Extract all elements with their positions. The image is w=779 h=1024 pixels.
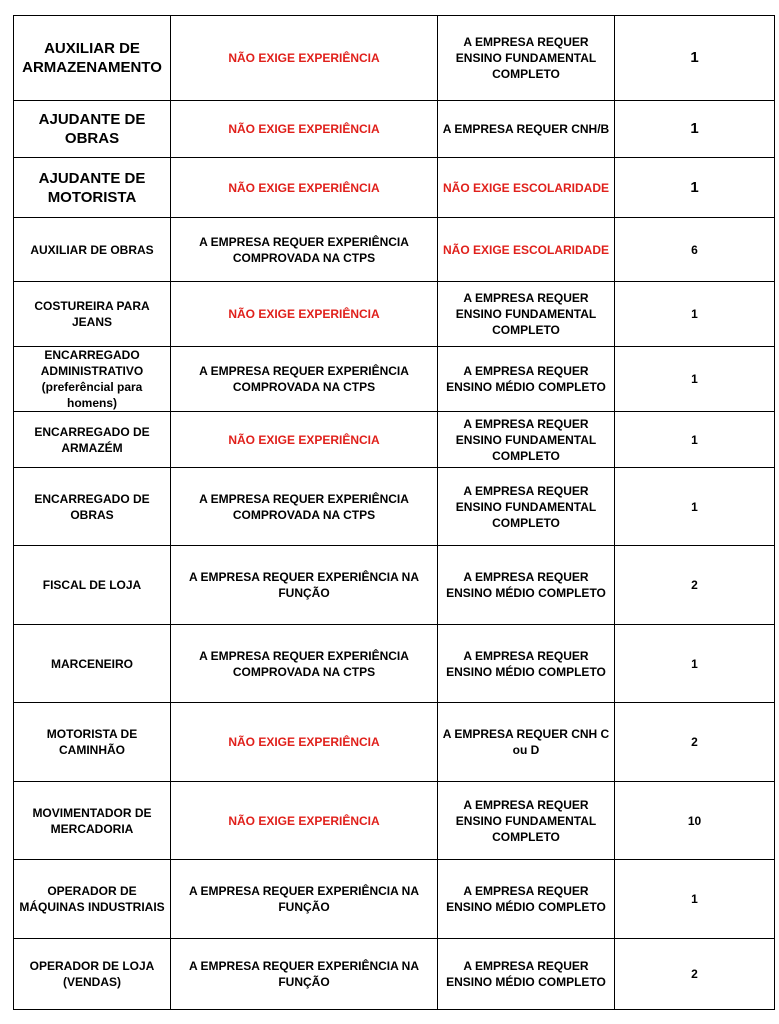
education-cell: A EMPRESA REQUER ENSINO MÉDIO COMPLETO xyxy=(438,625,615,703)
education-cell: NÃO EXIGE ESCOLARIDADE xyxy=(438,218,615,282)
role-cell: OPERADOR DE MÁQUINAS INDUSTRIAIS xyxy=(14,860,171,939)
vacancies-cell: 10 xyxy=(615,782,775,860)
table-row xyxy=(14,625,775,703)
experience-cell: A EMPRESA REQUER EXPERIÊNCIA COMPROVADA NA CTPS xyxy=(171,347,438,412)
vacancies-cell: 1 xyxy=(615,347,775,412)
table-row xyxy=(14,347,775,412)
role-cell: AJUDANTE DE MOTORISTA xyxy=(14,158,171,218)
education-cell: NÃO EXIGE ESCOLARIDADE xyxy=(438,158,615,218)
experience-cell: A EMPRESA REQUER EXPERIÊNCIA COMPROVADA NA CTPS xyxy=(171,468,438,546)
table-row xyxy=(14,860,775,939)
role-note: (preferêncial para homens) xyxy=(41,380,143,410)
experience-cell: NÃO EXIGE EXPERIÊNCIA xyxy=(171,412,438,468)
education-cell: A EMPRESA REQUER CNH C ou D xyxy=(438,703,615,782)
role-cell: COSTUREIRA PARA JEANS xyxy=(14,282,171,347)
vacancies-cell: 1 xyxy=(615,860,775,939)
vacancies-cell: 1 xyxy=(615,412,775,468)
vacancies-cell: 6 xyxy=(615,218,775,282)
role-cell: ENCARREGADO DE ARMAZÉM xyxy=(14,412,171,468)
role-cell: AJUDANTE DE OBRAS xyxy=(14,101,171,158)
experience-cell: NÃO EXIGE EXPERIÊNCIA xyxy=(171,782,438,860)
table-row xyxy=(14,101,775,158)
vacancies-cell: 1 xyxy=(615,282,775,347)
table-row xyxy=(14,703,775,782)
education-cell: A EMPRESA REQUER ENSINO FUNDAMENTAL COMPLETO xyxy=(438,782,615,860)
experience-cell: NÃO EXIGE EXPERIÊNCIA xyxy=(171,16,438,101)
vacancies-cell: 1 xyxy=(615,16,775,101)
education-cell: A EMPRESA REQUER ENSINO MÉDIO COMPLETO xyxy=(438,860,615,939)
experience-cell: A EMPRESA REQUER EXPERIÊNCIA COMPROVADA NA CTPS xyxy=(171,218,438,282)
experience-cell: NÃO EXIGE EXPERIÊNCIA xyxy=(171,282,438,347)
table-row xyxy=(14,939,775,1010)
education-cell: A EMPRESA REQUER ENSINO MÉDIO COMPLETO xyxy=(438,546,615,625)
experience-cell: NÃO EXIGE EXPERIÊNCIA xyxy=(171,101,438,158)
experience-cell: A EMPRESA REQUER EXPERIÊNCIA COMPROVADA NA CTPS xyxy=(171,625,438,703)
table-row xyxy=(14,546,775,625)
role-cell: ENCARREGADO DE OBRAS xyxy=(14,468,171,546)
role-title: ENCARREGADO ADMINISTRATIVO xyxy=(40,348,144,378)
role-cell: MOVIMENTADOR DE MERCADORIA xyxy=(14,782,171,860)
table-row xyxy=(14,282,775,347)
role-cell: AUXILIAR DE OBRAS xyxy=(14,218,171,282)
experience-cell: NÃO EXIGE EXPERIÊNCIA xyxy=(171,158,438,218)
table-row xyxy=(14,412,775,468)
education-cell: A EMPRESA REQUER ENSINO FUNDAMENTAL COMPLETO xyxy=(438,16,615,101)
vacancies-cell: 1 xyxy=(615,625,775,703)
education-cell: A EMPRESA REQUER ENSINO FUNDAMENTAL COMPLETO xyxy=(438,468,615,546)
vacancies-cell: 1 xyxy=(615,158,775,218)
role-cell: MOTORISTA DE CAMINHÃO xyxy=(14,703,171,782)
education-cell: A EMPRESA REQUER ENSINO FUNDAMENTAL COMPLETO xyxy=(438,412,615,468)
table-row xyxy=(14,782,775,860)
experience-cell: A EMPRESA REQUER EXPERIÊNCIA NA FUNÇÃO xyxy=(171,546,438,625)
role-cell: OPERADOR DE LOJA (VENDAS) xyxy=(14,939,171,1010)
education-cell: A EMPRESA REQUER ENSINO MÉDIO COMPLETO xyxy=(438,939,615,1010)
experience-cell: A EMPRESA REQUER EXPERIÊNCIA NA FUNÇÃO xyxy=(171,939,438,1010)
job-vacancies-table xyxy=(13,15,775,1010)
vacancies-cell: 1 xyxy=(615,468,775,546)
education-cell: A EMPRESA REQUER CNH/B xyxy=(438,101,615,158)
education-cell: A EMPRESA REQUER ENSINO FUNDAMENTAL COMPLETO xyxy=(438,282,615,347)
vacancies-cell: 2 xyxy=(615,546,775,625)
vacancies-cell: 2 xyxy=(615,703,775,782)
vacancies-cell: 1 xyxy=(615,101,775,158)
vacancies-cell: 2 xyxy=(615,939,775,1010)
experience-cell: NÃO EXIGE EXPERIÊNCIA xyxy=(171,703,438,782)
role-cell: FISCAL DE LOJA xyxy=(14,546,171,625)
table-row xyxy=(14,218,775,282)
table-row xyxy=(14,468,775,546)
table-row xyxy=(14,158,775,218)
role-cell: AUXILIAR DE ARMAZENAMENTO xyxy=(14,16,171,101)
role-cell: MARCENEIRO xyxy=(14,625,171,703)
role-cell xyxy=(14,347,171,412)
education-cell: A EMPRESA REQUER ENSINO MÉDIO COMPLETO xyxy=(438,347,615,412)
table-row xyxy=(14,16,775,101)
experience-cell: A EMPRESA REQUER EXPERIÊNCIA NA FUNÇÃO xyxy=(171,860,438,939)
